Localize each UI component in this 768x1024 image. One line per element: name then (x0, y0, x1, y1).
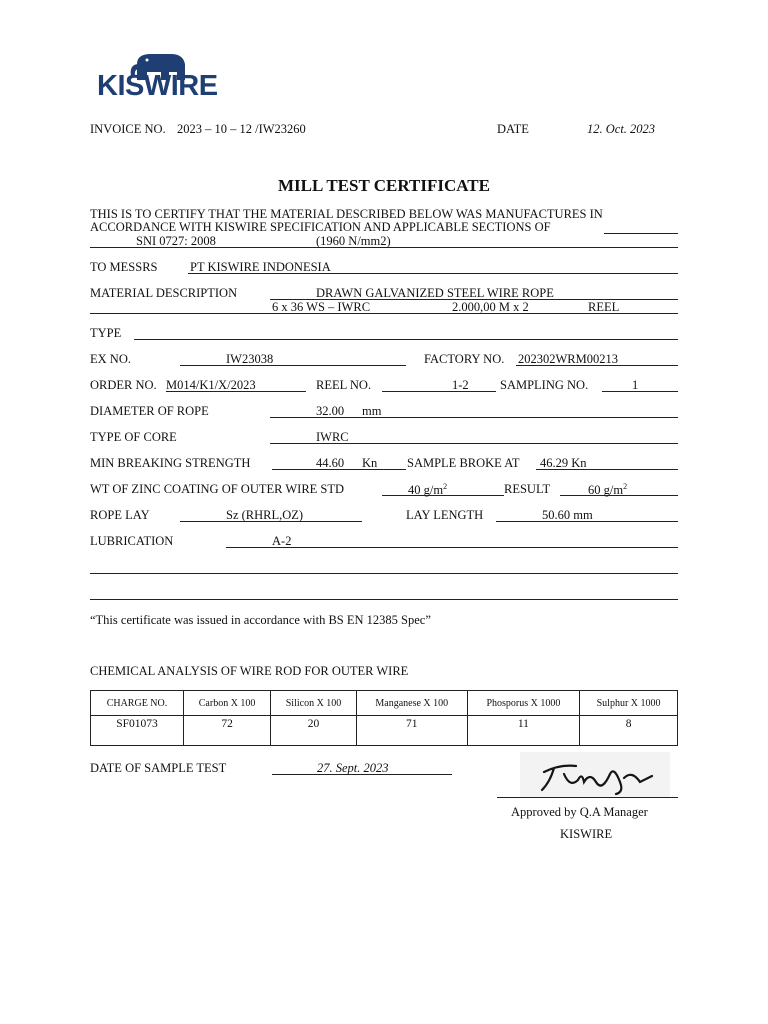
ex-no-label: EX NO. (90, 352, 131, 366)
invoice-value: 2023 – 10 – 12 /IW23260 (177, 122, 306, 136)
chem-title: CHEMICAL ANALYSIS OF WIRE ROD FOR OUTER WIRE (90, 664, 409, 678)
certify-line-2: ACCORDANCE WITH KISWIRE SPECIFICATION AND APPLICABLE SECTIONS OF (90, 220, 551, 234)
result-label: RESULT (504, 482, 551, 496)
lay-length-value: 50.60 mm (542, 508, 593, 522)
chem-header-silicon: Silicon X 100 (271, 691, 357, 716)
diameter-value: 32.00 (316, 404, 345, 418)
blank-rule-1 (90, 573, 678, 574)
to-messrs-label: TO MESSRS (90, 260, 158, 274)
certificate-note: “This certificate was issued in accordance with BS EN 12385 Spec” (90, 613, 431, 627)
reel-no-label: REEL NO. (316, 378, 372, 392)
lay-length-label: LAY LENGTH (406, 508, 484, 522)
material-quantity: 2.000,00 M x 2 (452, 300, 529, 314)
ex-no-rule (180, 365, 406, 366)
material-label: MATERIAL DESCRIPTION (90, 286, 238, 300)
date-label: DATE (497, 122, 529, 136)
standard-value: SNI 0727: 2008 (136, 234, 216, 248)
order-no-rule (166, 391, 306, 392)
chem-cell-manganese: 71 (356, 716, 467, 746)
result-rule (560, 495, 678, 496)
approval-line-1: Approved by Q.A Manager (511, 805, 648, 819)
chem-header-carbon: Carbon X 100 (183, 691, 270, 716)
chem-header-manganese: Manganese X 100 (356, 691, 467, 716)
breaking-unit: Kn (362, 456, 378, 470)
lay-length-rule (496, 521, 678, 522)
sample-test-rule (272, 774, 452, 775)
kiswire-wordmark: KISWIRE (97, 70, 218, 102)
type-rule (134, 339, 678, 340)
signature-rule (497, 797, 678, 798)
invoice-label: INVOICE NO. (90, 122, 166, 136)
sample-test-value: 27. Sept. 2023 (317, 761, 389, 775)
lubrication-value: A-2 (272, 534, 292, 548)
chem-table (90, 690, 678, 746)
core-label: TYPE OF CORE (90, 430, 177, 444)
chem-header-charge: CHARGE NO. (91, 691, 184, 716)
core-value: IWRC (316, 430, 349, 444)
certificate-title: MILL TEST CERTIFICATE (278, 176, 490, 195)
material-rule-2 (90, 313, 678, 314)
chem-cell-silicon: 20 (271, 716, 357, 746)
breaking-label: MIN BREAKING STRENGTH (90, 456, 251, 470)
reel-no-rule (382, 391, 496, 392)
diameter-label: DIAMETER OF ROPE (90, 404, 209, 418)
rope-lay-rule (180, 521, 362, 522)
zinc-label: WT OF ZINC COATING OF OUTER WIRE STD (90, 482, 345, 496)
sample-broke-value: 46.29 Kn (540, 456, 587, 470)
result-value: 60 $g/m^2$ (588, 482, 628, 498)
lubrication-label: LUBRICATION (90, 534, 174, 548)
breaking-value: 44.60 (316, 456, 345, 470)
diameter-unit: mm (362, 404, 382, 418)
grade-value: (1960 N/mm2) (316, 234, 391, 248)
to-messrs-value: PT KISWIRE INDONESIA (190, 260, 331, 274)
material-packing: REEL (588, 300, 620, 314)
sampling-no-label: SAMPLING NO. (500, 378, 589, 392)
date-value: 12. Oct. 2023 (587, 122, 656, 136)
factory-no-label: FACTORY NO. (424, 352, 505, 366)
signature-icon (520, 752, 670, 798)
blank-rule-2 (90, 599, 678, 600)
order-no-value: M014/K1/X/2023 (166, 378, 256, 392)
rope-lay-value: Sz (RHRL,OZ) (226, 508, 304, 522)
breaking-rule (272, 469, 406, 470)
factory-no-rule (516, 365, 678, 366)
sample-broke-label: SAMPLE BROKE AT (407, 456, 520, 470)
sample-test-label: DATE OF SAMPLE TEST (90, 761, 227, 775)
ex-no-value: IW23038 (226, 352, 274, 366)
core-rule (270, 443, 678, 444)
standard-rule (90, 247, 678, 248)
kiswire-logo (97, 48, 227, 108)
chem-header-phosporus: Phosporus X 1000 (467, 691, 579, 716)
sample-broke-rule (536, 469, 678, 470)
chem-cell-charge: SF01073 (91, 716, 184, 746)
type-label: TYPE (90, 326, 122, 340)
material-line-1: DRAWN GALVANIZED STEEL WIRE ROPE (316, 286, 554, 300)
reel-no-value: 1-2 (452, 378, 469, 392)
certify-line-2-rule (604, 233, 678, 234)
to-messrs-rule (188, 273, 678, 274)
order-no-label: ORDER NO. (90, 378, 157, 392)
sampling-no-value: 1 (632, 378, 639, 392)
rope-lay-label: ROPE LAY (90, 508, 150, 522)
chem-header-row (91, 691, 678, 716)
diameter-rule (270, 417, 678, 418)
factory-no-value: 202302WRM00213 (518, 352, 618, 366)
lubrication-rule (226, 547, 678, 548)
zinc-value: 40 $g/m^2$ (408, 482, 448, 498)
table-row (91, 716, 678, 746)
chem-header-sulphur: Sulphur X 1000 (580, 691, 678, 716)
material-construction: 6 x 36 WS – IWRC (272, 300, 371, 314)
sampling-no-rule (602, 391, 678, 392)
chem-cell-carbon: 72 (183, 716, 270, 746)
approval-line-2: KISWIRE (560, 827, 613, 841)
chem-cell-sulphur: 8 (580, 716, 678, 746)
chem-cell-phosporus: 11 (467, 716, 579, 746)
certify-line-1: THIS IS TO CERTIFY THAT THE MATERIAL DESCRIBED BELOW WAS MANUFACTURES IN (90, 207, 603, 221)
zinc-rule (382, 495, 504, 496)
